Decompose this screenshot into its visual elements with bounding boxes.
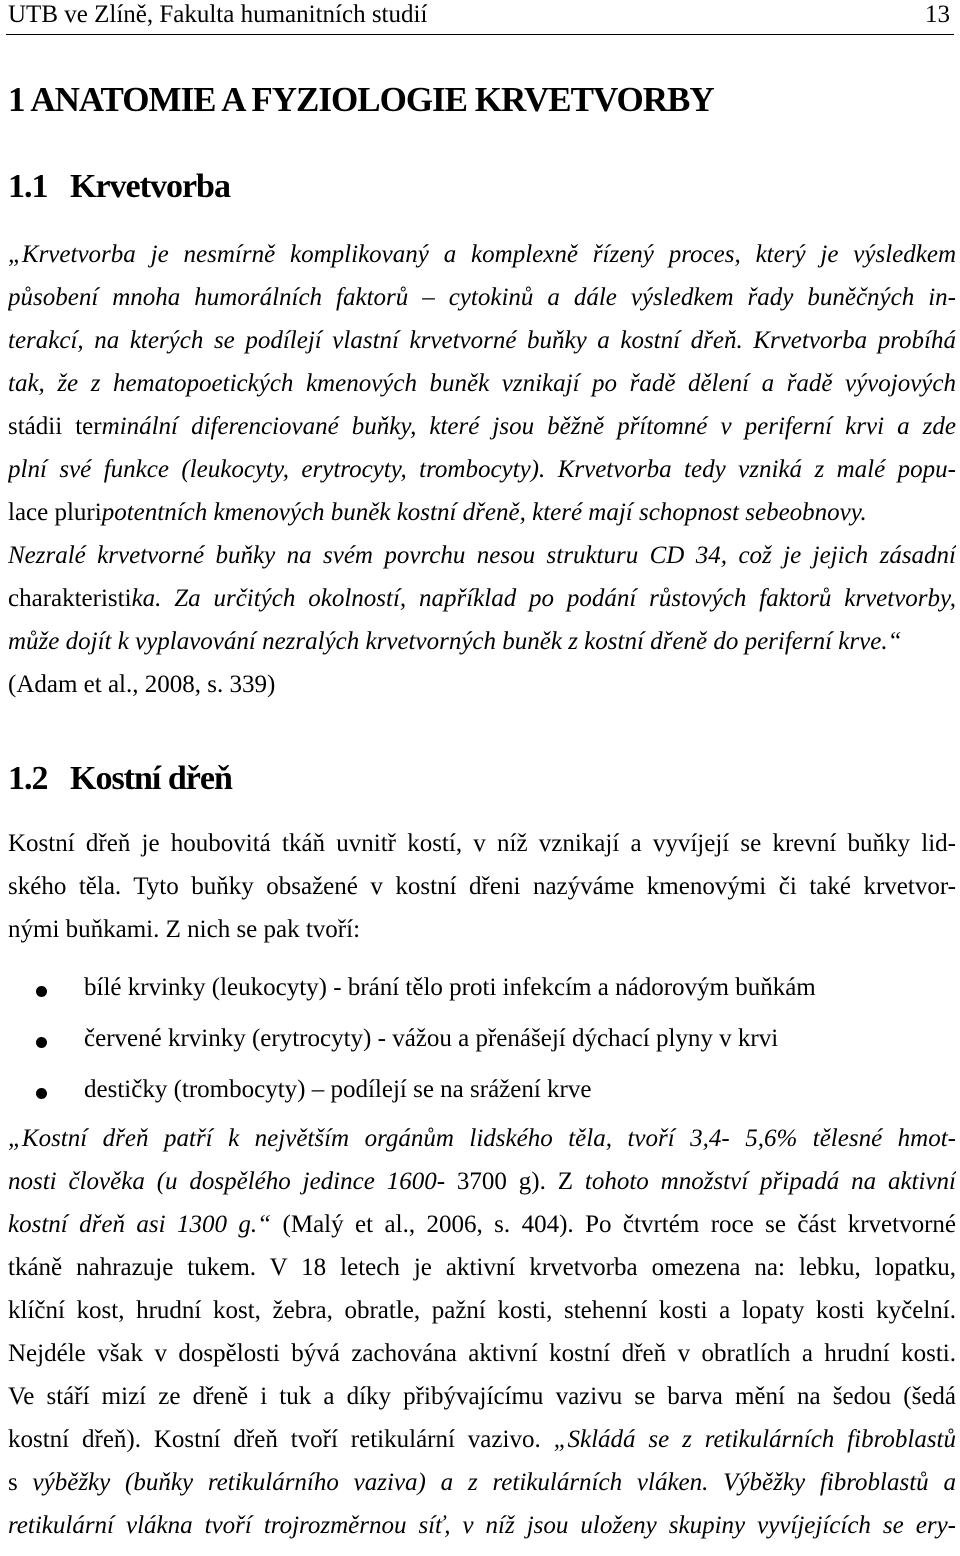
bullet-dot-icon <box>36 1088 47 1099</box>
text-line <box>8 233 956 276</box>
italic-text: výběžky (buňky retikulárního vaziva) a z retikulárních vláken. Výběžky fibroblastů a <box>32 1469 956 1496</box>
text-line <box>8 663 956 706</box>
paragraph-krvetvorba <box>8 233 956 706</box>
section-title: Kostní dřeň <box>70 760 232 797</box>
italic-text: ka. Za určitých okolností, například po podání růstových faktorů krvetvorby, <box>131 585 956 612</box>
text-line <box>8 865 956 908</box>
italic-text: nosti člověka (u dospělého jedince 1600- <box>8 1168 457 1195</box>
paragraph-kostni-dren-body <box>8 1117 956 1547</box>
text-line <box>8 1160 956 1203</box>
text-line <box>8 448 956 491</box>
text-line <box>8 1117 956 1160</box>
italic-text: Nezralé krvetvorné buňky na svém povrchu nesou strukturu CD 34, což je jejich zásadní <box>8 542 956 569</box>
section-title: Krvetvorba <box>70 168 230 205</box>
chapter-heading: 1 ANATOMIE A FYZIOLOGIE KRVETVORBY <box>8 80 714 119</box>
italic-text: tohoto množství připadá na aktivní <box>584 1168 956 1195</box>
text-run: nými buňkami. Z nich se pak tvoří: <box>8 916 361 943</box>
text-line <box>8 1332 956 1375</box>
text-line <box>8 908 956 951</box>
text-line <box>8 1246 956 1289</box>
bullet-dot-icon <box>36 1037 47 1048</box>
italic-text: minální diferenciované buňky, které jsou běžně přítomné v periferní krvi a zde <box>101 413 956 440</box>
italic-text: „Krvetvorba je nesmírně komplikovaný a komplexně řízený proces, který je výsledkem <box>8 241 956 268</box>
text-run: s <box>8 1469 33 1496</box>
section-number: 1.2 <box>8 760 48 797</box>
bullet-list <box>8 962 956 1115</box>
list-item <box>8 1064 956 1115</box>
text-run: klíční kost, hrudní kost, žebra, obratle, pažní kosti, stehenní kosti a lopaty kosti kyčelní. <box>8 1297 956 1324</box>
paragraph-kostni-dren-intro <box>8 822 956 951</box>
text-line <box>8 1289 956 1332</box>
text-line <box>8 1461 956 1504</box>
text-run: Nejdéle však v dospělosti bývá zachována aktivní kostní dřeň v obratlích a hrudní kosti. <box>8 1340 956 1367</box>
text-line <box>8 362 956 405</box>
text-run: (Malý et al., 2006, s. 404). Po čtvrtém roce se část krvetvorné <box>282 1211 956 1238</box>
text-run: (Adam et al., 2008, s. 339) <box>8 671 276 698</box>
text-run: ského těla. Tyto buňky obsažené v kostní dřeni nazýváme kmenovými či také krvetvor- <box>8 873 956 900</box>
text-line <box>8 1504 956 1547</box>
text-run: Ve stáří mizí ze dřeně i tuk a díky přibývajícímu vazivu se barva mění na šedou (šedá <box>8 1383 956 1410</box>
italic-text: terakcí, na kterých se podílejí vlastní krvetvorné buňky a kostní dřeň. Krvetvorba probíhá <box>8 327 956 354</box>
text-run: 3700 g). Z <box>456 1168 585 1195</box>
text-run: lace pluri <box>8 499 102 526</box>
page-number: 13 <box>925 1 950 28</box>
italic-text: retikulární vlákna tvoří trojrozměrnou síť, v níž jsou uloženy skupiny vyvíjejících se ery- <box>8 1512 956 1539</box>
list-item-text: destičky (trombocyty) – podílejí se na srážení krve <box>84 1076 592 1103</box>
text-run: charakteristi <box>8 585 132 612</box>
text-line <box>8 276 956 319</box>
italic-text: plní své funkce (leukocyty, erytrocyty, trombocyty). Krvetvorba tedy vzniká z malé popu- <box>8 456 956 483</box>
text-line <box>8 534 956 577</box>
text-line <box>8 1418 956 1461</box>
list-item <box>8 1013 956 1064</box>
text-line <box>8 822 956 865</box>
text-line <box>8 1375 956 1418</box>
italic-text: může dojít k vyplavování nezralých krvetvorných buněk z kostní dřeně do periferní krve.“ <box>8 628 902 655</box>
italic-text: kostní dřeň asi 1300 g.“ <box>8 1211 283 1238</box>
italic-text: potentních kmenových buněk kostní dřeně, které mají schopnost sebeobnovy. <box>101 499 867 526</box>
text-line <box>8 319 956 362</box>
text-line <box>8 620 956 663</box>
text-line <box>8 405 956 448</box>
list-item-text: bílé krvinky (leukocyty) - brání tělo proti infekcím a nádorovým buňkám <box>84 974 816 1001</box>
text-run: stádii ter <box>8 413 102 440</box>
italic-text: působení mnoha humorálních faktorů – cytokinů a dále výsledkem řady buněčných in- <box>8 284 956 311</box>
text-line <box>8 577 956 620</box>
section-number: 1.1 <box>8 168 48 205</box>
list-item-text: červené krvinky (erytrocyty) - vážou a přenášejí dýchací plyny v krvi <box>84 1025 779 1052</box>
running-title: UTB ve Zlíně, Fakulta humanitních studií <box>8 1 428 28</box>
page-header <box>6 0 954 35</box>
list-item <box>8 962 956 1013</box>
text-run: kostní dřeň). Kostní dřeň tvoří retikulární vazivo. <box>8 1426 554 1453</box>
italic-text: tak, že z hematopoetických kmenových buněk vznikají po řadě dělení a řadě vývojových <box>8 370 956 397</box>
italic-text: „Kostní dřeň patří k největším orgánům lidského těla, tvoří 3,4- 5,6% tělesné hmot- <box>8 1125 956 1152</box>
section-heading-kostni-dren <box>8 760 232 798</box>
section-heading-krvetvorba <box>8 168 230 206</box>
text-run: tkáně nahrazuje tukem. V 18 letech je aktivní krvetvorba omezena na: lebku, lopatku, <box>8 1254 956 1281</box>
bullet-dot-icon <box>36 986 47 997</box>
italic-text: „Skládá se z retikulárních fibroblastů <box>553 1426 956 1453</box>
text-line <box>8 1203 956 1246</box>
text-line <box>8 491 956 534</box>
text-run: Kostní dřeň je houbovitá tkáň uvnitř kostí, v níž vznikají a vyvíjejí se krevní buňky lid- <box>8 830 956 857</box>
